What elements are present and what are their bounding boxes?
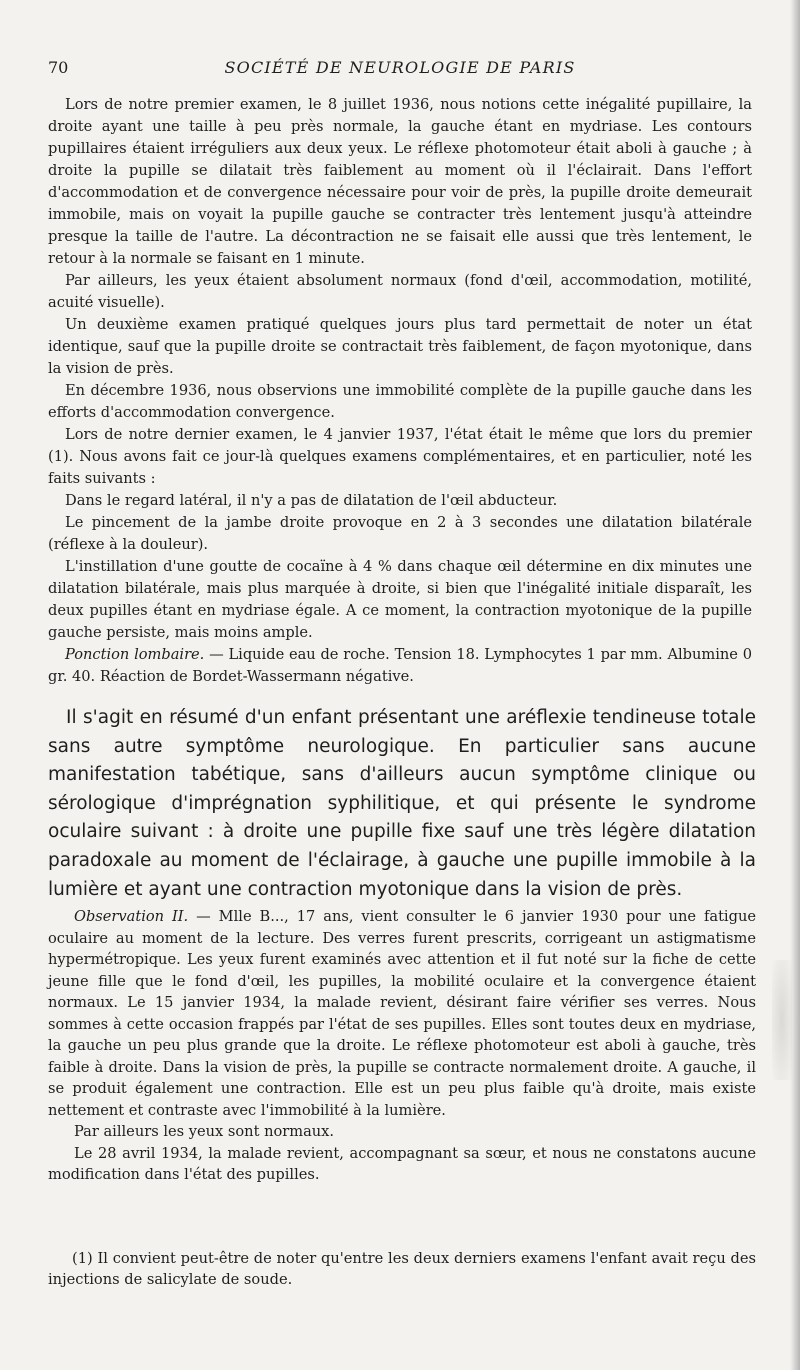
body-paragraph: Lors de notre premier examen, le 8 juillet 1936, nous notions cette inégalité pupillaire, la droite ayant une taille à peu près normale, la gauche étant en mydriase. Les contours pupillaires étaient irréguliers aux deux yeux. Le réflexe photomoteur était aboli à gauche ; à droite la pupille se dilatait très faiblement au moment où il l'éclairait. Dans l'effort d'accommodation et de convergence nécessaire pour voir de près, la pupille droite demeurait immobile, mais on voyait la pupille gauche se contracter très lentement jusqu'à atteindre presque la taille de l'autre. La décontraction ne se faisait elle aussi que très lentement, le retour à la normale se faisant en 1 minute. [48,96,752,267]
ponction-label: Ponction lombaire. [65,646,205,663]
body-paragraph: Par ailleurs, les yeux étaient absolument normaux (fond d'œil, accommodation, motilité, acuité visuelle). [48,272,752,311]
ponction-paragraph [48,644,752,688]
observation-text: — Mlle B..., 17 ans, vient consulter le 6 janvier 1930 pour une fatigue oculaire au moment de la lecture. Des verres furent prescrits, corrigeant un astigmatisme hypermétropique. Les yeux furent examinés avec attention et il fut noté sur la fiche de cette jeune fille que le fond d'œil, les pupilles, la mobilité oculaire et la convergence étaient normaux. Le 15 janvier 1934, la malade revient, désirant faire vérifier ses verres. Nous sommes à cette occasion frappés par l'état de ses pupilles. Elles sont toutes deux en mydriase, la gauche un peu plus grande que la droite. Le réflexe photomoteur est aboli à gauche, très faible à droite. Dans la vision de près, la pupille se contracte normalement droite. A gauche, il se produit également une contraction. Elle est un peu plus faible qu'à droite, mais existe nettement et contraste avec l'immobilité à la lumière. [48,908,756,1119]
observation-label: Observation II. [74,908,189,925]
page-number: 70 [48,58,69,77]
body-paragraph: Dans le regard latéral, il n'y a pas de dilatation de l'œil abducteur. [65,492,558,509]
page-edge-shadow [790,0,800,1370]
body-paragraph: En décembre 1936, nous observions une immobilité complète de la pupille gauche dans les efforts d'accommodation convergence. [48,382,752,421]
case-report-body [48,94,752,688]
summary-section [48,704,756,904]
running-title: SOCIÉTÉ DE NEUROLOGIE DE PARIS [224,58,576,77]
observation-ii [48,906,756,1186]
body-paragraph: Le pincement de la jambe droite provoque en 2 à 3 secondes une dilatation bilatérale (réflexe à la douleur). [48,514,752,553]
observation-paragraph: Par ailleurs les yeux sont normaux. [74,1123,335,1140]
observation-paragraph: Le 28 avril 1934, la malade revient, accompagnant sa sœur, et nous ne constatons aucune modification dans l'état des pupilles. [48,1144,756,1183]
body-paragraph: L'instillation d'une goutte de cocaïne à 4 % dans chaque œil détermine en dix minutes une dilatation bilatérale, mais plus marquée à droite, si bien que l'inégalité initiale disparaît, les deux pupilles étant en mydriase égale. A ce moment, la contraction myotonique de la pupille gauche persiste, mais moins ample. [48,558,752,641]
ponction-text: — Liquide eau de roche. Tension 18. Lymphocytes 1 par mm. Albumine 0 gr. 40. Réaction de Bordet-Wassermann négative. [48,646,752,685]
footnote-text: (1) Il convient peut-être de noter qu'entre les deux derniers examens l'enfant avait reçu des injections de salicylate de soude. [48,1250,756,1288]
body-paragraph: Un deuxième examen pratiqué quelques jours plus tard permettait de noter un état identique, sauf que la pupille droite se contractait très faiblement, de façon myotonique, dans la vision de près. [48,316,752,377]
footnote [48,1248,756,1290]
page-header [48,58,752,84]
scan-smudge [772,960,792,1080]
body-paragraph: Lors de notre dernier examen, le 4 janvier 1937, l'état était le même que lors du premier (1). Nous avons fait ce jour-là quelques examens complémentaires, et en particulier, noté les faits suivants : [48,426,752,487]
summary-paragraph: Il s'agit en résumé d'un enfant présentant une aréflexie tendineuse totale sans autre symptôme neurologique. En particulier sans aucune manifestation tabétique, sans d'ailleurs aucun symptôme clinique ou sérologique d'imprégnation syphilitique, et qui présente le syndrome oculaire suivant : à droite une pupille fixe sauf une très légère dilatation paradoxale au moment de l'éclairage, à gauche une pupille immobile à la lumière et ayant une contraction myotonique dans la vision de près. [48,707,756,900]
observation-first-paragraph [48,906,756,1121]
